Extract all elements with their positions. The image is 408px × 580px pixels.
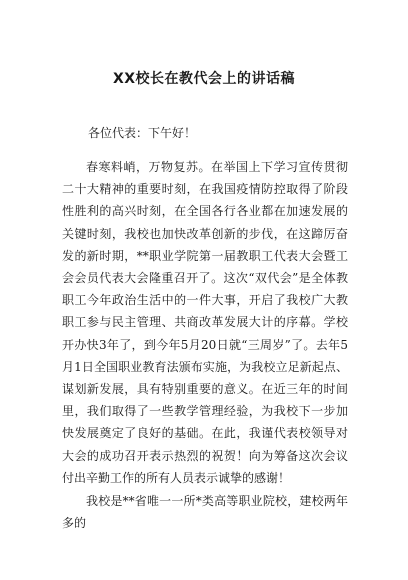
paragraph-2: 我校是**省唯一一所*类高等职业院校，建校两年多的 bbox=[62, 494, 348, 531]
salutation: 各位代表：下午好！ bbox=[88, 126, 197, 140]
paragraph-1: 春寒料峭，万物复苏。在举国上下学习宣传贯彻二十大精神的重要时刻，在我国疫情防控取得了阶段性胜利的高兴时刻，在全国各行各业都在加速发展的关键时刻，我校也加快改革创新的步伐，在这蹄厉奋发的新时期，**职业学院第一届教职工代表大会暨工会会员代表大会隆重召开了。这次“双代会”是全体教职工今年政治生活中的一件大事，开启了我校广大教职工参与民主管理、共商改革发展大计的序幕。学校开办快3年了，到今年5月20日就“三周岁”了。去年5月1日全国职业教育法颁布实施，为我校立足新起点、谋划新发展，具有特别重要的意义。在近三年的时间里，我们取得了一些教学管理经验，为我校下一步加快发展奠定了良好的基础。在此，我谨代表校领导对大会的成功召开表示热烈的祝贺！向为筹备这次会议付出辛勤工作的所有人员表示诚挚的感谢！ bbox=[62, 160, 348, 485]
document-title: XX校长在教代会上的讲话稿 bbox=[112, 71, 296, 87]
